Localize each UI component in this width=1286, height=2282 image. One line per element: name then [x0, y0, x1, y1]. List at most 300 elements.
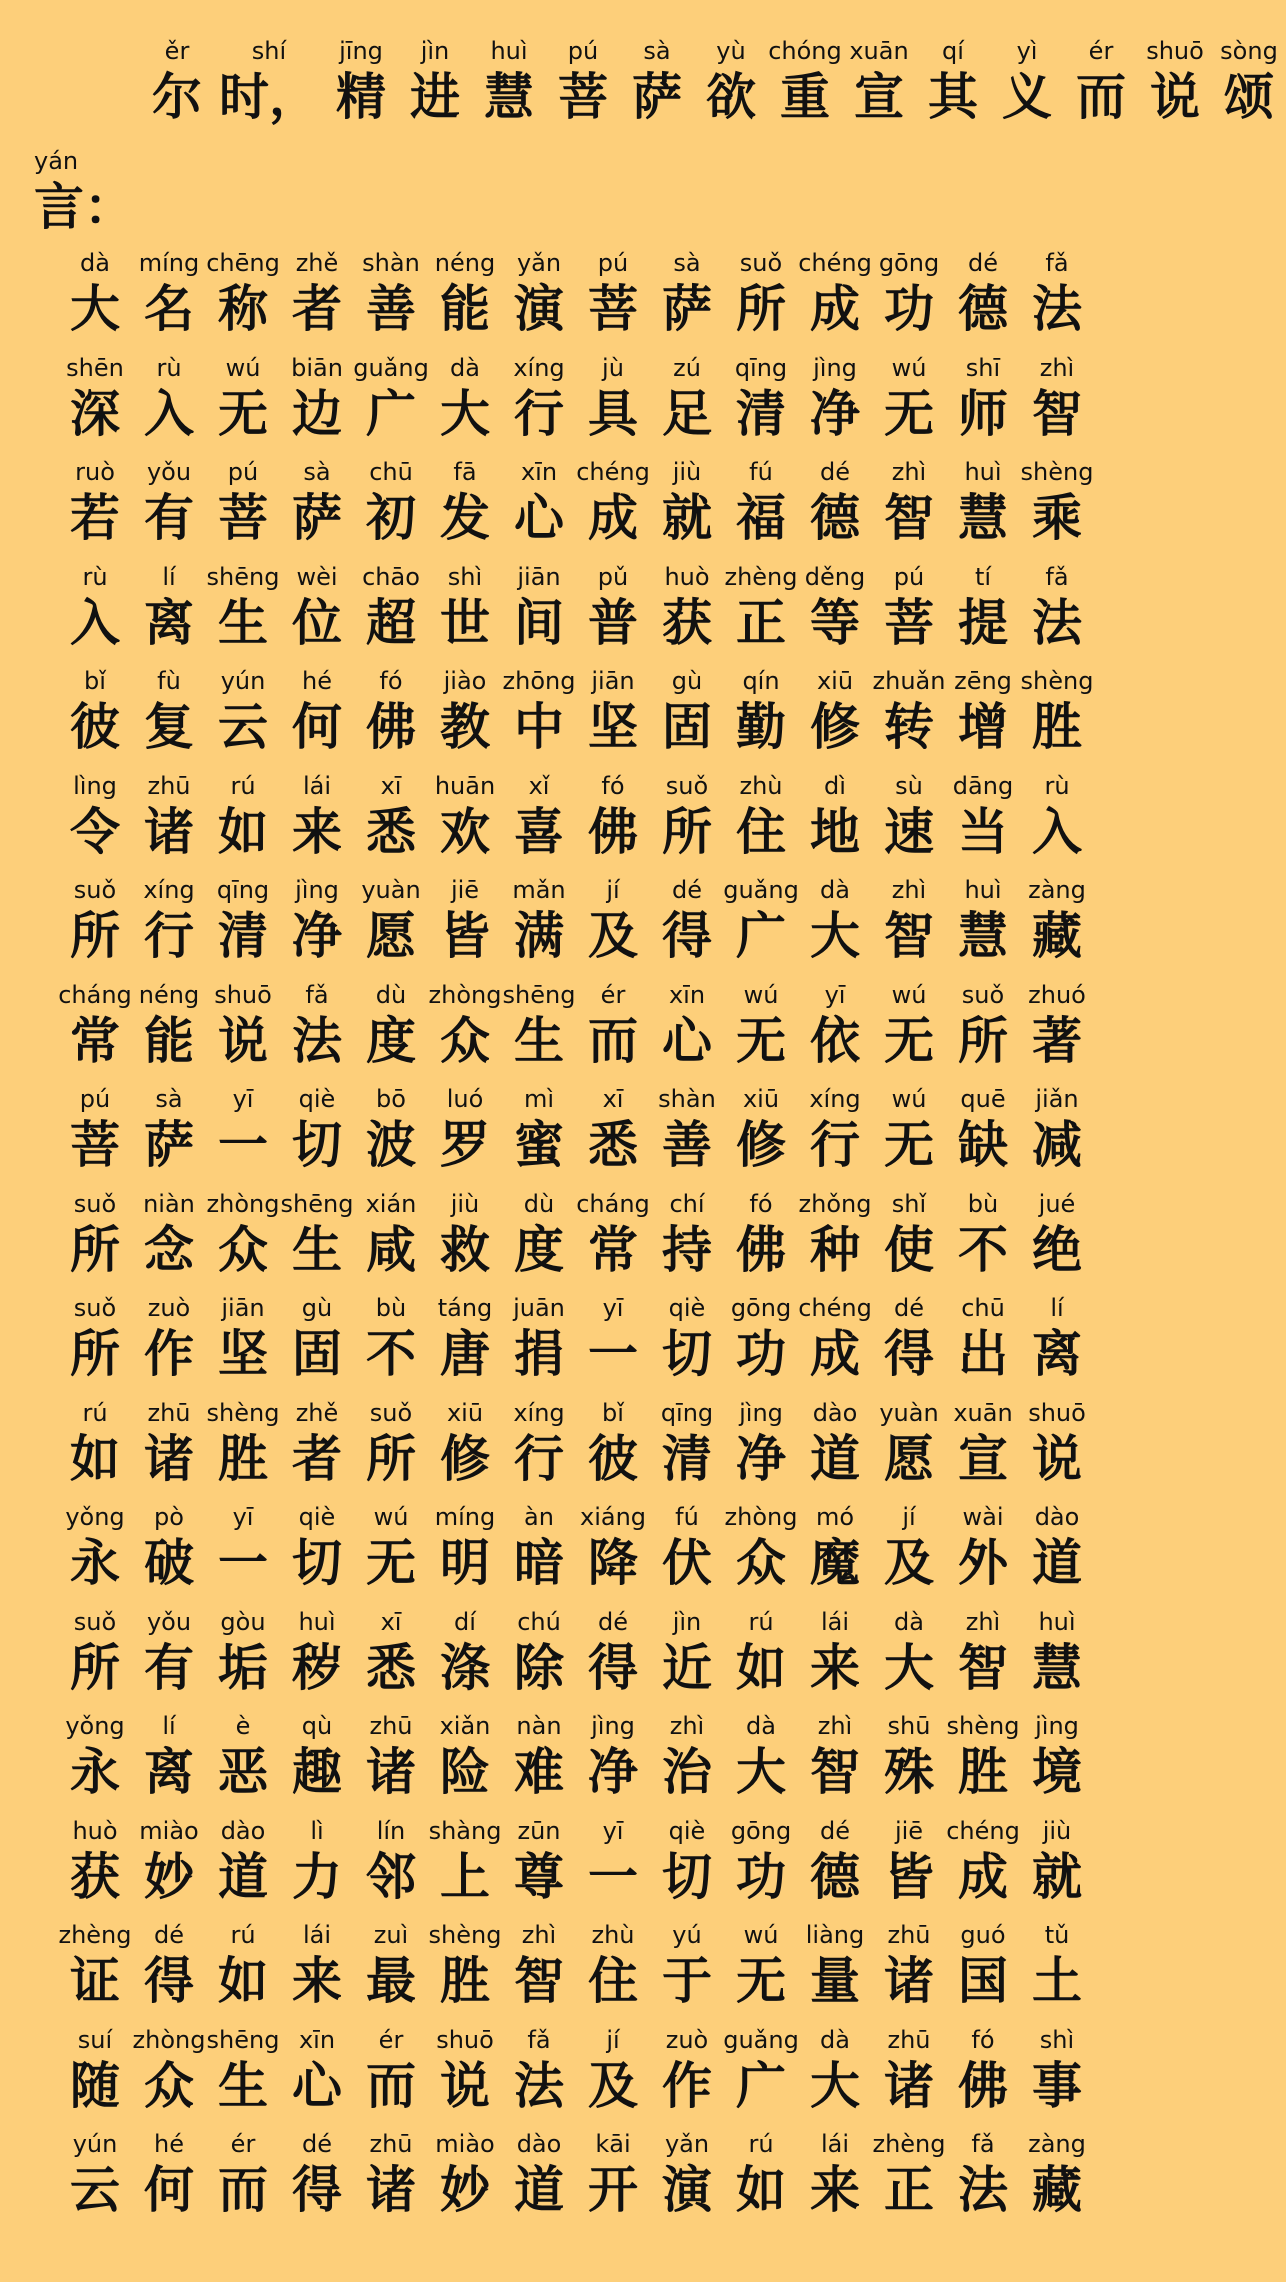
pinyin: pú	[597, 249, 629, 277]
ruby-character	[280, 2129, 354, 2234]
ruby-character	[132, 2025, 206, 2130]
hanzi: 智	[958, 1638, 1008, 1697]
hanzi: 证	[70, 1952, 120, 2010]
hanzi: 近	[662, 1638, 712, 1697]
ruby-character	[872, 1398, 946, 1503]
pinyin: shēng	[280, 1189, 354, 1218]
pinyin: miào	[435, 2130, 495, 2158]
hanzi: 善	[662, 1116, 712, 1174]
verse-row	[58, 2129, 1086, 2234]
pinyin: xiáng	[579, 1503, 647, 1531]
ruby-character	[650, 562, 724, 667]
pinyin: zhě	[295, 1398, 339, 1427]
pinyin: shuō	[1146, 37, 1204, 65]
ruby-character	[872, 771, 946, 876]
hanzi: 降	[588, 1534, 638, 1592]
hanzi: 慧	[1032, 1638, 1082, 1697]
pinyin: shàn	[362, 249, 420, 277]
ruby-character	[576, 980, 650, 1085]
ruby-character	[1020, 1816, 1094, 1921]
ruby-character	[576, 1189, 650, 1294]
ruby-character	[576, 1293, 650, 1398]
hanzi: 义	[1002, 68, 1052, 126]
pinyin: yuàn	[361, 876, 421, 904]
ruby-character	[724, 1711, 798, 1816]
ruby-character	[472, 36, 546, 128]
ruby-character	[576, 1920, 650, 2025]
pinyin: suǒ	[73, 876, 117, 904]
ruby-character	[206, 980, 280, 1085]
pinyin: huì	[964, 876, 1002, 904]
ruby-character	[724, 1293, 798, 1398]
hanzi: 使	[884, 1220, 934, 1279]
ruby-character	[206, 1398, 280, 1503]
pinyin: wú	[743, 1921, 779, 1949]
ruby-character	[576, 1502, 650, 1607]
ruby-character	[58, 771, 132, 876]
ruby-character	[576, 2129, 650, 2234]
pinyin: xǐ	[528, 771, 550, 800]
pinyin: yǒng	[65, 1712, 125, 1740]
ruby-character	[280, 2025, 354, 2130]
hanzi: 著	[1032, 1011, 1082, 1070]
hanzi: 作	[662, 2056, 712, 2115]
ruby-character	[650, 771, 724, 876]
pinyin: xíng	[513, 353, 565, 382]
ruby-character	[1020, 1293, 1094, 1398]
ruby-character	[620, 36, 694, 128]
pinyin: lí	[1050, 1294, 1064, 1322]
ruby-character	[1020, 1607, 1094, 1712]
hanzi: 随	[70, 2056, 120, 2115]
pinyin: xuān	[953, 1398, 1013, 1427]
ruby-character	[354, 353, 428, 458]
pinyin: ér	[378, 2025, 404, 2054]
pinyin: jīng	[339, 37, 383, 65]
hanzi: 于	[662, 1952, 712, 2010]
ruby-character	[650, 1607, 724, 1712]
ruby-character	[724, 980, 798, 1085]
hanzi: 智	[514, 1952, 564, 2010]
pinyin: sà	[155, 1085, 183, 1113]
ruby-character	[502, 1502, 576, 1607]
ruby-character	[354, 1293, 428, 1398]
ruby-character	[280, 353, 354, 458]
ruby-character	[798, 980, 872, 1085]
ruby-character	[946, 457, 1020, 562]
ruby-character	[132, 1398, 206, 1503]
ruby-character	[650, 457, 724, 562]
hanzi: 法	[292, 1011, 342, 1070]
hanzi: 所	[70, 1638, 120, 1697]
pinyin: dù	[523, 1189, 555, 1218]
ruby-character	[502, 353, 576, 458]
pinyin: huì	[490, 37, 528, 65]
ruby-character	[1020, 1189, 1094, 1294]
pinyin: chéng	[798, 249, 872, 277]
ruby-character	[576, 2025, 650, 2130]
pinyin: jiān	[221, 1294, 265, 1322]
hanzi: 行	[810, 1116, 860, 1174]
hanzi: 智	[810, 1743, 860, 1801]
pinyin: mó	[815, 1503, 855, 1531]
hanzi: 得	[662, 907, 712, 965]
pinyin: xī	[602, 1085, 624, 1113]
hanzi: 云	[218, 698, 268, 756]
ruby-character	[280, 1293, 354, 1398]
pinyin: suǒ	[739, 249, 783, 277]
hanzi: 喜	[514, 802, 564, 861]
hanzi: 捐	[514, 1325, 564, 1383]
verse-list	[58, 248, 1094, 2234]
pinyin: jiù	[450, 1189, 480, 1218]
hanzi: 复	[144, 698, 194, 756]
hanzi: 种	[810, 1220, 860, 1279]
ruby-character	[280, 457, 354, 562]
ruby-character	[280, 980, 354, 1085]
pinyin: qiè	[298, 1503, 336, 1531]
pinyin: yǒu	[146, 458, 192, 486]
pinyin: qín	[742, 667, 780, 695]
hanzi: 诸	[144, 802, 194, 861]
hanzi: 智	[884, 907, 934, 965]
ruby-character	[58, 1189, 132, 1294]
ruby-character	[946, 1189, 1020, 1294]
ruby-character	[650, 980, 724, 1085]
hanzi: 得	[884, 1325, 934, 1383]
ruby-character	[428, 771, 502, 876]
pinyin: gōng	[730, 1294, 792, 1322]
hanzi: 演	[662, 2161, 712, 2219]
hanzi: 依	[810, 1011, 860, 1070]
ruby-character	[132, 980, 206, 1085]
ruby-character	[946, 771, 1020, 876]
hanzi: 无	[884, 1116, 934, 1174]
hanzi: 破	[144, 1534, 194, 1592]
pinyin: shū	[887, 1712, 931, 1740]
pinyin: jiē	[450, 876, 480, 904]
hanzi: 伏	[662, 1534, 712, 1592]
hanzi: 净	[588, 1743, 638, 1801]
pinyin: yī	[232, 1085, 254, 1113]
ruby-character	[324, 36, 398, 128]
hanzi: 满	[514, 907, 564, 965]
hanzi: 心	[514, 489, 564, 547]
ruby-character	[354, 771, 428, 876]
ruby-character	[34, 146, 134, 238]
hanzi: 佛	[366, 698, 416, 756]
ruby-character	[650, 248, 724, 353]
hanzi: 皆	[884, 1847, 934, 1906]
hanzi: 治	[662, 1743, 712, 1801]
pinyin: ér	[1088, 37, 1114, 65]
pinyin: dé	[598, 1607, 628, 1636]
pinyin: shuō	[436, 2025, 494, 2054]
pinyin: qí	[942, 37, 964, 65]
hanzi: 不	[366, 1325, 416, 1383]
ruby-character	[724, 1084, 798, 1189]
pinyin: fǎ	[1045, 249, 1069, 277]
hanzi: 恶	[218, 1743, 268, 1801]
hanzi: 及	[884, 1534, 934, 1592]
pinyin: rù	[82, 562, 108, 591]
ruby-character	[502, 980, 576, 1085]
verse-line-right	[576, 562, 1094, 667]
pinyin: ér	[230, 2130, 256, 2158]
hanzi: 中	[514, 698, 564, 756]
hanzi: 最	[366, 1952, 416, 2010]
hanzi: 胜	[958, 1743, 1008, 1801]
ruby-character	[206, 1293, 280, 1398]
hanzi: 尊	[514, 1847, 564, 1906]
pinyin: dé	[894, 1294, 924, 1322]
hanzi: 救	[440, 1220, 490, 1279]
ruby-character	[946, 2129, 1020, 2234]
ruby-character	[1020, 1084, 1094, 1189]
ruby-character	[132, 1502, 206, 1607]
pinyin: zhù	[591, 1921, 635, 1949]
ruby-character	[576, 248, 650, 353]
hanzi: 涤	[440, 1638, 490, 1697]
pinyin: rú	[230, 1921, 256, 1949]
pinyin: qīng	[660, 1398, 714, 1427]
pinyin: bù	[375, 1294, 407, 1322]
hanzi: 藏	[1032, 2161, 1082, 2219]
hanzi: 秽	[292, 1638, 342, 1697]
hanzi: 土	[1032, 1952, 1082, 2010]
hanzi: 菩	[558, 68, 608, 126]
verse-row	[58, 457, 1094, 562]
ruby-character	[280, 1502, 354, 1607]
hanzi: 位	[292, 593, 342, 652]
ruby-character	[132, 1816, 206, 1921]
pinyin: qīng	[216, 876, 270, 904]
hanzi: 众	[736, 1534, 786, 1592]
hanzi: 坚	[588, 698, 638, 756]
pinyin: tǔ	[1044, 1921, 1070, 1949]
pinyin: jiào	[443, 667, 487, 695]
pinyin: chéng	[946, 1816, 1020, 1845]
ruby-character	[206, 353, 280, 458]
pinyin: qiè	[668, 1816, 706, 1845]
ruby-character	[1020, 666, 1094, 771]
pinyin: lìng	[73, 771, 117, 800]
pinyin: jìng	[813, 353, 857, 382]
hanzi: 外	[958, 1534, 1008, 1592]
ruby-character	[58, 1607, 132, 1712]
hanzi: 说	[440, 2056, 490, 2115]
ruby-character	[280, 248, 354, 353]
pinyin: sà	[643, 37, 671, 65]
pinyin: pú	[893, 562, 925, 591]
verse-row	[58, 1816, 1082, 1921]
ruby-character	[280, 875, 354, 980]
hanzi: 广	[736, 2056, 786, 2115]
verse-line-right	[576, 1084, 1094, 1189]
hanzi: 进	[410, 68, 460, 126]
ruby-character	[798, 666, 872, 771]
ruby-character	[576, 1711, 650, 1816]
ruby-character	[946, 980, 1020, 1085]
verse-row	[58, 875, 1086, 980]
pinyin: xīn	[298, 2025, 336, 2054]
hanzi: 妙	[440, 2161, 490, 2219]
pinyin: qīng	[734, 353, 788, 382]
verse-line-right	[576, 353, 1094, 458]
ruby-character	[502, 1398, 576, 1503]
hanzi: 及	[588, 907, 638, 965]
hanzi: 上	[440, 1847, 490, 1906]
ruby-character	[872, 562, 946, 667]
pinyin: chū	[961, 1294, 1005, 1322]
pinyin: luó	[446, 1085, 484, 1113]
ruby-character	[1020, 875, 1094, 980]
ruby-character	[650, 1920, 724, 2025]
ruby-character	[354, 562, 428, 667]
pinyin: zàng	[1028, 876, 1086, 904]
pinyin: wú	[891, 980, 927, 1009]
pinyin: lái	[302, 771, 332, 800]
ruby-character	[546, 36, 620, 128]
pinyin: zhōng	[502, 667, 576, 695]
pinyin: tí	[974, 562, 992, 591]
ruby-character	[58, 1816, 132, 1921]
ruby-character	[798, 562, 872, 667]
verse-line-left	[58, 1920, 576, 2025]
hanzi: 所	[662, 802, 712, 861]
hanzi: 净	[810, 384, 860, 443]
hanzi: 修	[810, 698, 860, 756]
hanzi: 难	[514, 1743, 564, 1801]
pinyin: lái	[820, 1607, 850, 1636]
hanzi: 咸	[366, 1220, 416, 1279]
pinyin: guó	[960, 1921, 1006, 1949]
ruby-character	[280, 1920, 354, 2025]
ruby-character	[724, 562, 798, 667]
ruby-character	[946, 2025, 1020, 2130]
hanzi: 垢	[218, 1638, 268, 1697]
verse-row	[58, 666, 1094, 771]
ruby-character	[1020, 1920, 1094, 2025]
hanzi: 言：	[34, 178, 134, 236]
hanzi: 固	[292, 1325, 342, 1383]
ruby-character	[576, 457, 650, 562]
hanzi: 无	[218, 384, 268, 443]
pinyin: xuān	[849, 37, 909, 65]
hanzi: 心	[292, 2056, 342, 2115]
pinyin: zhū	[887, 1921, 931, 1949]
ruby-character	[354, 875, 428, 980]
hanzi: 颂	[1224, 68, 1274, 126]
ruby-character	[354, 1920, 428, 2025]
hanzi: 广	[736, 907, 786, 965]
pinyin: dào	[1034, 1503, 1080, 1531]
ruby-character	[872, 1816, 946, 1921]
hanzi: 切	[662, 1847, 712, 1906]
hanzi: 菩	[884, 593, 934, 652]
hanzi: 足	[662, 384, 712, 443]
ruby-character	[502, 248, 576, 353]
ruby-character	[1020, 248, 1094, 353]
pinyin: shuō	[214, 980, 272, 1009]
hanzi: 者	[292, 1429, 342, 1488]
hanzi: 藏	[1032, 907, 1082, 965]
ruby-character	[872, 1502, 946, 1607]
ruby-character	[354, 1711, 428, 1816]
ruby-character	[428, 1084, 502, 1189]
hanzi: 无	[736, 1952, 786, 2010]
verse-row	[58, 562, 1082, 667]
ruby-character	[354, 2025, 428, 2130]
pinyin: dà	[820, 2025, 850, 2054]
pinyin: zhì	[521, 1921, 557, 1949]
ruby-character	[798, 457, 872, 562]
pinyin: jìng	[591, 1712, 635, 1740]
ruby-character	[872, 1711, 946, 1816]
ruby-character	[946, 1502, 1020, 1607]
ruby-character	[798, 248, 872, 353]
ruby-character	[1020, 1711, 1094, 1816]
hanzi: 道	[810, 1429, 860, 1488]
pinyin: yǒng	[65, 1503, 125, 1531]
ruby-character	[428, 353, 502, 458]
pinyin: yán	[34, 147, 79, 175]
pinyin: wú	[891, 353, 927, 382]
ruby-character	[206, 771, 280, 876]
pinyin: wú	[373, 1503, 409, 1531]
pinyin: niàn	[143, 1189, 195, 1218]
verse-line-left	[58, 1293, 576, 1398]
hanzi: 一	[218, 1116, 268, 1174]
pinyin: dào	[812, 1398, 858, 1427]
ruby-character	[502, 1293, 576, 1398]
ruby-character	[1020, 771, 1094, 876]
pinyin: zuì	[373, 1921, 409, 1949]
ruby-character	[650, 2025, 724, 2130]
hanzi: 生	[514, 1011, 564, 1070]
hanzi: 明	[440, 1534, 490, 1592]
hanzi: 如	[70, 1429, 120, 1488]
ruby-character	[798, 1293, 872, 1398]
hanzi: 妙	[144, 1847, 194, 1906]
pinyin: jí	[902, 1503, 916, 1531]
hanzi: 除	[514, 1638, 564, 1697]
ruby-character	[58, 562, 132, 667]
pinyin: zàng	[1028, 2130, 1086, 2158]
ruby-character	[206, 2129, 280, 2234]
pinyin: yī	[602, 1816, 624, 1845]
pinyin: wú	[225, 353, 261, 382]
pinyin: qù	[301, 1712, 333, 1740]
ruby-character	[354, 1189, 428, 1294]
verse-line-right	[576, 1607, 1094, 1712]
ruby-character	[798, 1816, 872, 1921]
hanzi: 其	[928, 68, 978, 126]
verse-line-left	[58, 1816, 576, 1921]
ruby-character	[1020, 1398, 1094, 1503]
ruby-character	[724, 771, 798, 876]
pinyin: pǔ	[597, 562, 629, 591]
ruby-character	[354, 2129, 428, 2234]
pinyin: suǒ	[369, 1398, 413, 1427]
ruby-character	[650, 875, 724, 980]
verse-line-left	[58, 1084, 576, 1189]
hanzi: 蜜	[514, 1116, 564, 1174]
pinyin: chēng	[206, 249, 280, 277]
verse-line-left	[58, 1607, 576, 1712]
ruby-character	[872, 980, 946, 1085]
hanzi: 悉	[366, 802, 416, 861]
